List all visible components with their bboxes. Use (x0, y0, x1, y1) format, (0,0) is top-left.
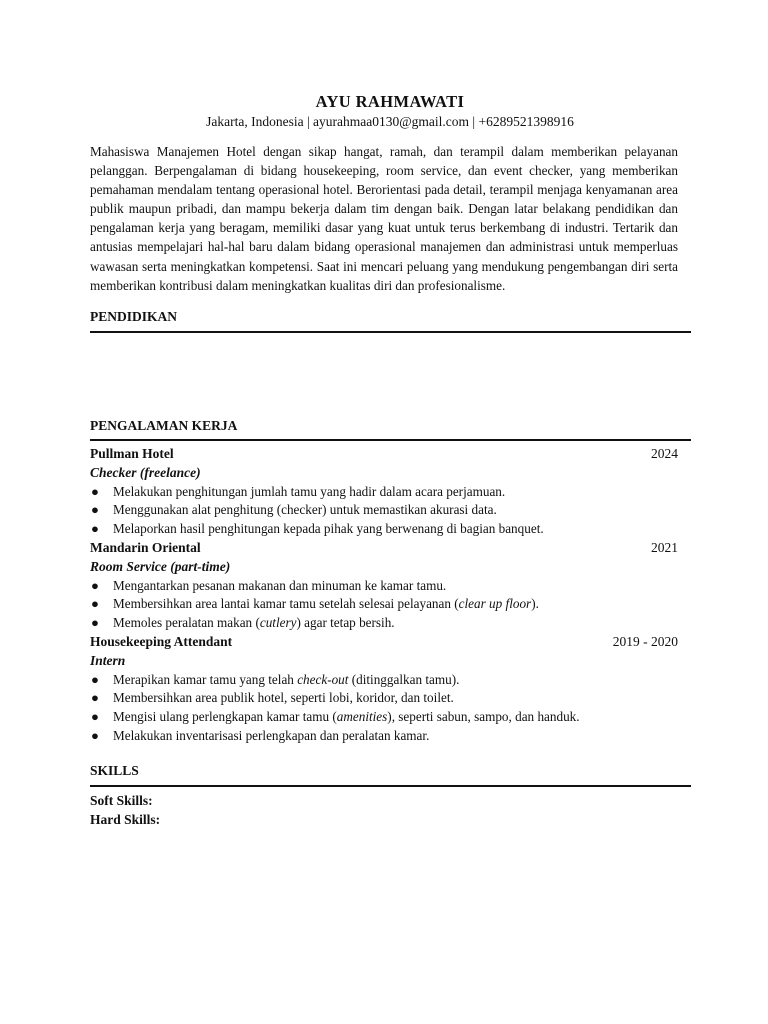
experience-header (90, 445, 678, 464)
duty-text (113, 483, 505, 502)
duty-text-segment: Mengantarkan pesanan makanan dan minuman ke kamar tamu. (113, 577, 447, 593)
duty-text (113, 577, 446, 596)
duty-text-italic: clear up floor (458, 596, 532, 612)
skills-list (90, 792, 160, 830)
duty-text-segment: Menggunakan alat penghitung (checker) untuk memastikan akurasi data. (113, 502, 497, 518)
bullet-icon: ● (91, 502, 99, 518)
bullet-icon: ● (91, 596, 99, 612)
duty-item (90, 671, 678, 690)
duty-item (90, 577, 678, 596)
employment-years: 2019 - 2020 (612, 633, 678, 649)
profile-summary: Mahasiswa Manajemen Hotel dengan sikap hangat, ramah, dan terampil dalam memberikan pelayanan pelanggan. Berpengalaman di bidang housekeeping, room service, dan event checker, yang memberikan pemahaman mendalam tentang operasional hotel. Berorientasi pada detail, terampil menjaga kenyamanan area publik maupun pribadi, dan mampu bekerja dalam tim dengan baik. Dengan latar belakang pendidikan dan pengalaman kerja yang beragam, memiliki dasar yang kuat untuk terus berkembang di industri. Tertarik dan antusias mempelajari hal-hal baru dalam bidang operasional manajemen dan administrasi untuk memperluas wawasan serta meningkatkan kompetensi. Saat ini mencari peluang yang mendukung pengembangan diri serta memberikan kontribusi dalam meningkatkan kualitas diri dan profesionalisme. (90, 144, 678, 293)
duty-text (113, 614, 395, 633)
bullet-icon: ● (91, 521, 99, 537)
bullet-icon: ● (91, 727, 99, 743)
duty-text (113, 671, 459, 690)
employment-years: 2024 (651, 446, 678, 461)
duty-text-italic: amenities (336, 709, 388, 725)
bullet-icon: ● (91, 577, 99, 593)
bullet-icon: ● (91, 690, 99, 706)
bullet-icon: ● (91, 615, 99, 631)
duty-text-segment: ). (531, 596, 539, 612)
duty-text-segment: Melakukan penghitungan jumlah tamu yang hadir dalam acara perjamuan. (113, 483, 506, 499)
duty-text-segment: ), seperti sabun, sampo, dan handuk. (387, 709, 580, 725)
experience-header (90, 539, 678, 558)
employment-years: 2021 (651, 539, 678, 555)
duty-text (113, 520, 544, 539)
experience-entry (90, 633, 678, 746)
section-title-skills: SKILLS (90, 763, 139, 778)
job-role: Room Service (part-time) (90, 558, 231, 574)
duty-list (90, 671, 678, 746)
duty-text (113, 501, 497, 520)
duty-text-segment: (ditinggalkan tamu). (348, 671, 460, 687)
section-divider-experience (90, 439, 691, 441)
duty-text-italic: cutlery (259, 615, 297, 631)
duty-text (113, 689, 454, 708)
experience-entry (90, 445, 678, 539)
duty-list (90, 483, 678, 539)
job-role: Intern (90, 652, 126, 668)
soft-skills-label: Soft Skills: (90, 793, 153, 808)
company-name: Pullman Hotel (90, 446, 174, 461)
duty-text-segment: Mengisi ulang perlengkapan kamar tamu ( (113, 709, 337, 725)
company-name: Housekeeping Attendant (90, 633, 233, 649)
bullet-icon: ● (91, 483, 99, 499)
job-role: Checker (freelance) (90, 464, 201, 480)
experience-list (90, 445, 678, 746)
section-title-education: PENDIDIKAN (90, 309, 178, 324)
resume-content (90, 92, 690, 827)
duty-text-segment: Membersihkan area publik hotel, seperti lobi, koridor, dan toilet. (113, 690, 454, 706)
duty-item (90, 595, 678, 614)
section-divider-skills (90, 785, 691, 787)
candidate-name: AYU RAHMAWATI (315, 92, 465, 111)
duty-text-segment: Memoles peralatan makan ( (113, 615, 260, 631)
duty-text-segment: Merapikan kamar tamu yang telah (113, 671, 298, 687)
duty-item (90, 727, 678, 746)
contact-info: Jakarta, Indonesia | ayurahmaa0130@gmail.com | +6289521398916 (206, 114, 574, 129)
duty-text (113, 595, 539, 614)
duty-text (113, 708, 580, 727)
duty-item (90, 689, 678, 708)
duty-item (90, 501, 678, 520)
duty-item (90, 614, 678, 633)
duty-item (90, 708, 678, 727)
bullet-icon: ● (91, 671, 99, 687)
company-name: Mandarin Oriental (90, 539, 201, 555)
experience-entry (90, 539, 678, 633)
bullet-icon: ● (91, 709, 99, 725)
duty-text-segment: Melakukan inventarisasi perlengkapan dan peralatan kamar. (113, 727, 430, 743)
section-divider-education (90, 331, 691, 333)
experience-header (90, 633, 678, 652)
duty-text-segment: Melaporkan hasil penghitungan kepada pihak yang berwenang di bagian banquet. (113, 521, 544, 537)
duty-list (90, 577, 678, 633)
duty-text-italic: check-out (297, 671, 349, 687)
section-title-experience: PENGALAMAN KERJA (90, 418, 238, 433)
duty-item (90, 520, 678, 539)
duty-text-segment: ) agar tetap bersih. (296, 615, 395, 631)
duty-item (90, 483, 678, 502)
hard-skills-label: Hard Skills: (90, 811, 161, 827)
duty-text-segment: Membersihkan area lantai kamar tamu setelah selesai pelayanan ( (113, 596, 459, 612)
duty-text (113, 727, 429, 746)
